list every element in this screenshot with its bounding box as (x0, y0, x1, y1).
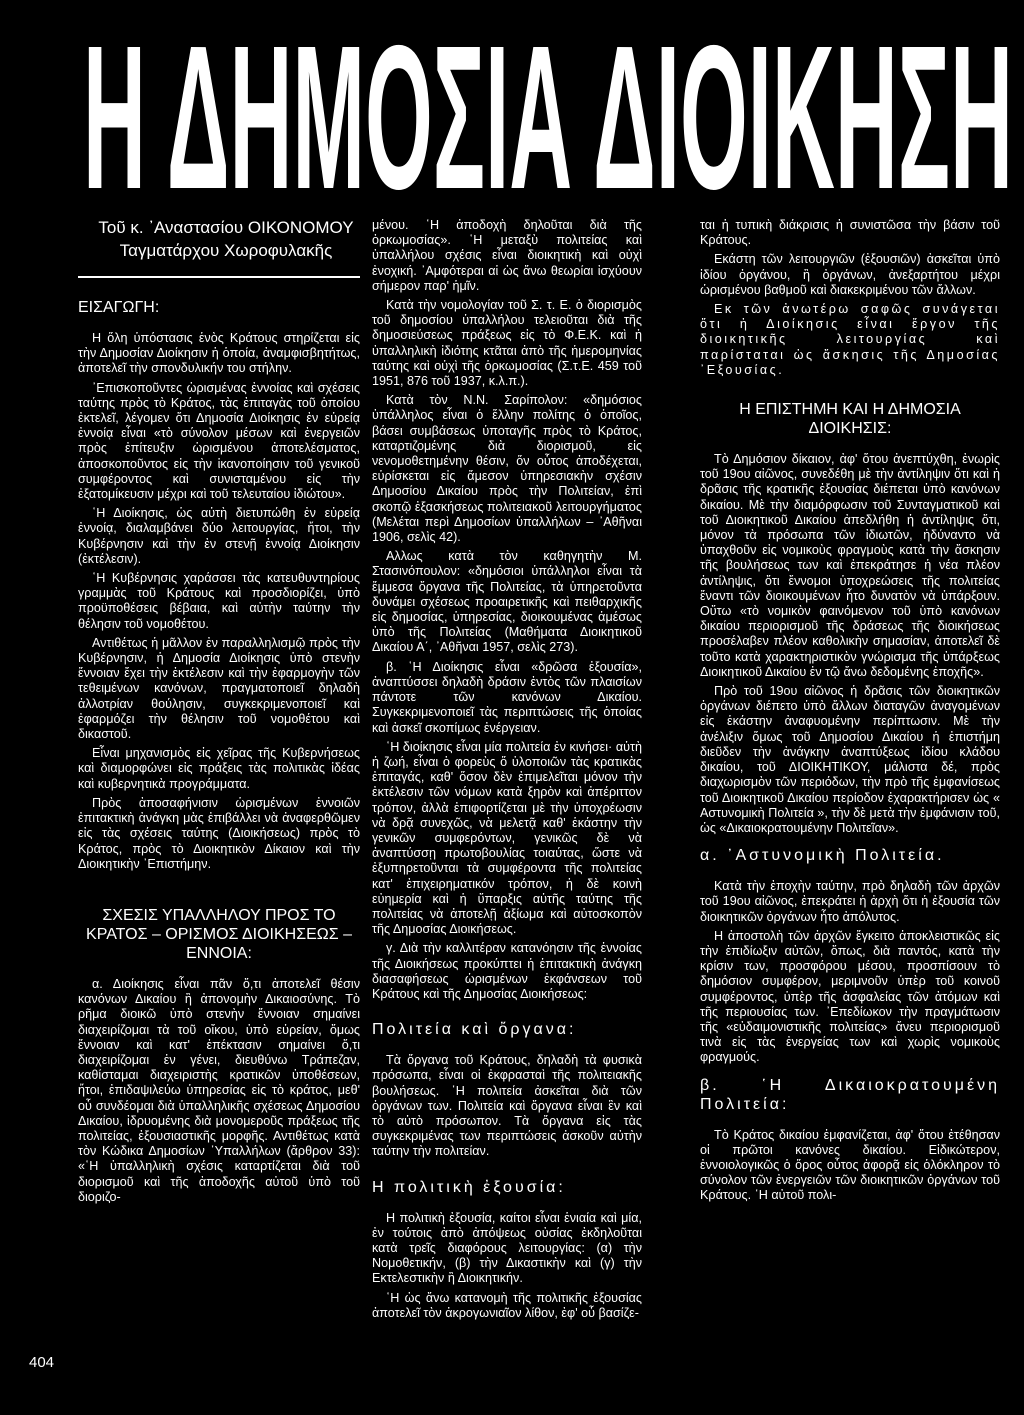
paragraph: Κατὰ τὸν Ν.Ν. Σαρίπολον: «δημόσιος ὑπάλληλος εἶναι ὁ ἕλλην πολίτης ὁ ὁποῖος, βάσει συμβάσεως ὑποταγῆς πρὸς τὸ Κράτος, καταρτιζομένης διὰ διορισμοῦ, εἰς νενομοθετημένην θέσιν, ὅν οὗτος ἀποδέχεται, εὑρίσκεται εἰς ἄμεσον ὑπηρεσιακὴν σχέσιν Δημοσίου Δικαίου πρὸς τὴν Πολιτείαν, ἐπὶ σκοπῷ ἐξασκήσεως πολιτειακοῦ λειτουργήματος (Μελέται περὶ Δημοσίων ὑπαλλήλων – ᾿Αθῆναι 1906, σελὶς 42). (372, 393, 642, 545)
paragraph: β. ῾Η Διοίκησις εἶναι «δρῶσα ἐξουσία», ἀναπτύσσει δηλαδὴ δράσιν ἐντὸς τῶν πλαισίων πάντοτε τῶν κανόνων Δικαίου. Συγκεκριμενοποιεῖ τὰς περιπτώσεις τῆς ὁποίας καὶ ἀσκεῖ σκοπίμως ἐνέργειαν. (372, 659, 642, 735)
paragraph: Πρὸς ἀποσαφήνισιν ὡρισμένων ἐννοιῶν ἐπιτακτικὴ ἀνάγκη μὰς ἐπιβάλλει νὰ ἀναφερθῶμεν εἰς τὰς σχέσεις ταύτης (Διοικήσεως) πρὸς τὸ Κράτος, πρὸς τὸ Διοικητικὸν Δίκαιον καὶ τὴν Διοικητικὴν ᾿Επιστήμην. (78, 795, 360, 871)
paragraph: Κατὰ τὴν νομολογίαν τοῦ Σ. τ. Ε. ὁ διορισμὸς τοῦ δημοσίου ὑπαλλήλου τελειοῦται διὰ τῆς δημοσιεύσεως πράξεως εἰς τὸ Φ.Ε.Κ. καὶ ἡ ὑπαλληλικὴ ἰδιότης κτᾶται ἀπὸ τῆς ἡμερομηνίας ταύτης καὶ οὐχὶ τῆς ὁρκωμοσίας (Σ.τ.Ε. 459 τοῦ 1951, 876 τοῦ 1937, κ.λ.π.). (372, 298, 642, 389)
paragraph: ῾Η Διοίκησις, ὡς αὐτὴ διετυπώθη ἐν εὐρείᾳ ἐννοίᾳ, διαλαμβάνει δύο λειτουργίας, ἤτοι, τὴν Κυβέρνησιν καὶ τὴν ἐν στενῇ ἐννοίᾳ Διοίκησιν (ἐκτέλεσιν). (78, 506, 360, 566)
author-rank: Ταγματάρχου Χωροφυλακῆς (119, 241, 333, 260)
subheading-rule-of-law: β. ῾Η Δικαιοκρατουμένη Πολιτεία: (700, 1076, 1000, 1113)
column-2 (372, 218, 642, 1325)
paragraph: Η ὅλη ὑπόστασις ἑνὸς Κράτους στηρίζεται εἰς τὴν Δημοσίαν Διοίκησιν ἡ ὁποία, ἀναμφισβητήτως, ἀποτελεῖ τὴν σπονδυλικήν του στήλην. (78, 331, 360, 376)
paragraph: Η πολιτικὴ ἐξουσία, καίτοι εἶναι ἑνιαία καὶ μία, ἐν τούτοις ἀπὸ ἀπόψεως οὐσίας ἐκδηλοῦται κατὰ τρεῖς διαφόρους λειτουργίας: (α) τὴν Νομοθετικήν, (β) τὴν Δικαστικὴν καὶ (γ) τὴν Εκτελεστικὴν ἢ Διοικητικήν. (372, 1210, 642, 1286)
column-1 (78, 218, 360, 1209)
subheading-police-state: α. ᾿Αστυνομικὴ Πολιτεία. (700, 847, 945, 865)
paragraph: ῾Η ὡς ἄνω κατανομὴ τῆς πολιτικῆς ἐξουσίας ἀποτελεῖ τὸν ἀκρογωνιαῖον λίθον, ἐφ' οὗ βασίζε- (372, 1290, 642, 1320)
paragraph: ται ἡ τυπικὴ διάκρισις ἡ συνιστῶσα τὴν βάσιν τοῦ Κράτους. (700, 218, 1000, 248)
paragraph: Εκάστη τῶν λειτουργιῶν (ἐξουσιῶν) ἀσκεῖται ὑπὸ ἰδίου ὀργάνου, ἢ ὀργάνων, ἀνεξαρτήτου μέχρι ὡρισμένου βαθμοῦ καὶ διακεκριμένου τῶν ἄλλων. (700, 252, 1000, 297)
paragraph: Αντιθέτως ἡ μᾶλλον ἐν παραλληλισμῷ πρὸς τὴν Κυβέρνησιν, ἡ Δημοσία Διοίκησις ὑπὸ στενὴν ἔννοιαν ἔχει τὴν ἐκτέλεσιν καὶ τὴν ἐφαρμογὴν τῶν τεθειμένων κανόνων, πραγματοποιεῖ δηλαδὴ ἀλλοτρίαν θούλησιν, συγκεκριμενοποιεῖ καὶ ἐφαρμόζει τὴν θέλησιν τοῦ νομοθέτου καὶ δικαστοῦ. (78, 635, 360, 742)
paragraph: Κατὰ τὴν ἐποχὴν ταύτην, πρὸ δηλαδὴ τῶν ἀρχῶν τοῦ 19ου αἰῶνος, ἐπεκράτει ἡ ἀρχὴ ὅτι ἡ ἐξουσία τῶν διοικητικῶν ὀργάνων ἦτο ἀπόλυτος. (700, 879, 1000, 924)
paragraph: Τὸ Δημόσιον δίκαιον, ἀφ' ὅτου ἀνεπτύχθη, ἐνωρὶς τοῦ 19ου αἰῶνος, συνεδέθη μὲ τὴν ἀντίληψιν ὅτι καὶ ἡ δρᾶσις τῆς κρατικῆς ἐξουσίας διέπεται ὑπὸ κανόνων δικαίου. Μὲ τὴν διαμόρφωσιν τοῦ Συνταγματικοῦ καὶ τοῦ Διοικητικοῦ Δικαίου ἀπεδλήθη ἡ ἀντίληψις ὅτι, μόνον τὰ πρόσωπα τῶν ἰδιωτῶν, ἠδύναντο νὰ ὑπαχθοῦν εἰς νομικοὺς φραγμοὺς κατὰ τὴν ἄσκησιν τῆς βουλήσεως των καὶ ἐπεκράτησε ἡ νέα πλέον ἀντίληψις, ὅτι ἔννομοι ὑποχρεώσεις τῆς πολιτείας ἔναντι τῶν διοικουμένων ἦτο δυνατὸν νὰ ὑπάρξουν. Οὕτω «τὸ νομικὸν φαινόμενον τοῦ ὑπὸ κανόνων δικαίου περιορισμοῦ τῆς δράσεως τῆς διοικήσεως προσέλαβεν πλέον καθολικὴν σημασίαν, ἀποτελεῖ δὲ τοῦτο κατὰ χαρακτηριστικὸν γνώρισμα τῆς ὑπάρξεως Διοικητικοῦ Δικαίου ἐν τῷ ἄνω δεδομένης ἐποχῆς». (700, 452, 1000, 679)
main-title-graphic (78, 28, 1018, 198)
paragraph: ῾Η διοίκησις εἶναι μία πολιτεία ἐν κινήσει· αὐτὴ ἡ ζωή, εἶναι ὁ φορεὺς ὅ ὑλοποιῶν τὰς κρατικὰς ἐπιταγάς, καθ' ὅσον δὲν ἐπιμελεῖται μόνον τὴν ἐκτέλεσιν τῶν νόμων κατὰ ξηρὸν καὶ ἀπέριττον τρόπον, ἀλλὰ ἐπιφορτίζεται μὲ τὴν ὑποχρέωσιν νὰ δρᾷ συνεχῶς, νὰ μελετᾷ καθ' ἑκάστην τὴν γενικῶν συμφερόντων, γενικῶς δὲ νὰ ἀναπτύσσῃ πρωτοβουλίας τοιαύτας, ὥστε νὰ ἐξυπηρετοῦνται τὰ συμφέροντα τῆς πολιτείας κατ' ἐπιχειρηματικόν τρόπον, ἡ δὲ κοινὴ εὐημερία καὶ ἡ ὕπαρξις αὐτῆς ταύτης τῆς πολιτείας νὰ ἀποτελῇ ἀξίωμα καὶ αὐτοσκοπὸν τῆς Δημοσίας Διοικήσεως. (372, 739, 642, 937)
paragraph: Τὸ Κράτος δικαίου ἐμφανίζεται, ἀφ' ὅτου ἐτέθησαν οἱ πρῶτοι κανόνες δικαίου. Εἰδικώτερον, ἐννοιολογικῶς ὁ ὅρος οὗτος ἀφορᾷ εἰς ὁλόκληρον τὸ σύνολον τῶν ἐνεργειῶν τῶν διοικητικῶν ὀργάνων τοῦ Κράτους. ῾Η αὐτοῦ πολι- (700, 1127, 1000, 1203)
section-heading-science: Η ΕΠΙΣΤΗΜΗ ΚΑΙ Η ΔΗΜΟΣΙΑ ΔΙΟΙΚΗΣΙΣ: (739, 401, 961, 438)
paragraph: γ. Διὰ τὴν καλλιτέραν κατανόησιν τῆς ἐννοίας τῆς Διοικήσεως προκύπτει ἡ ἐπιτακτικὴ ἀνάγκη διασαφήσεως ὡρισμένων ἐκφάνσεων τοῦ Κράτους καὶ τῆς Δημοσίας Διοικήσεως: (372, 941, 642, 1001)
paragraph: ῾Η Κυβέρνησις χαράσσει τὰς κατευθυντηρίους γραμμὰς τοῦ Κράτους καὶ προσδιορίζει, ὑπὸ προϋποθέσεις βέβαια, καὶ αὐτὴν ταύτην τὴν θέλησιν τοῦ νομοθέτου. (78, 571, 360, 631)
paragraph: Πρὸ τοῦ 19ου αἰῶνος ἡ δρᾶσις τῶν διοικητικῶν ὀργάνων διέπετο ὑπὸ ἄλλων διαταγῶν ἀναγομένων εἰς ἑκάστην ἀναφυομένην περίπτωσιν. Μὲ τὴν ἀνέλιξιν ὅμως τοῦ Δημοσίου Δικαίου ἡ ἐπιστήμη διεῦδεν τὴν ἀνάγκην ἀναπτύξεως ἰδίου κλάδου δικαίου, τοῦ ΔΙΟΙΚΗΤΙΚΟΥ, μάλιστα δέ, πρὸς διαχωρισμὸν τῶν περιόδων, τὴν πρὸ τῆς ἐμφανίσεως τοῦ Διοικητικοῦ Δικαίου περίοδον ἐχαρακτήρισεν ὡς « Αστυνομικὴ Πολιτεία », τὴν δὲ μετὰ τὴν ἐμφάνισιν τοῦ, ὡς «Δικαιοκρατουμένην Πολιτεῖαν». (700, 684, 1000, 835)
paragraph: ᾿Επισκοποῦντες ὡρισμένας ἐννοίας καὶ σχέσεις ταύτης πρὸς τὸ Κράτος, τὰς ἐπιταγὰς τοῦ ὁποίου ἐκτελεῖ, λέγομεν ὅτι Δημοσία Διοίκησις ἐν εὐρείᾳ ἐννοίᾳ εἶναι «τὸ σύνολον μέσων καὶ ἐνεργειῶν πρὸς ἐπίτευξιν ὡρισμένου ἀποτελέσματος, ἀποσκοποῦντος εἰς τὴν ἱκανοποίησιν τοῦ γενικοῦ συμφέροντος καὶ συνισταμένου εἰς τὴν ἐξατομίκευσιν μέχρι καὶ τοῦ τελευταίου ἰδιώτου». (78, 380, 360, 502)
intro-heading: ΕΙΣΑΓΩΓΗ: (78, 299, 160, 316)
subheading-politeia: Πολιτεία καὶ ὄργανα: (372, 1021, 577, 1039)
author-name: Τοῦ κ. ᾿Αναστασίου ΟΙΚΟΝΟΜΟΥ (98, 218, 354, 237)
paragraph: Αλλως κατὰ τὸν καθηγητὴν Μ. Στασινόπουλον: «δημόσιοι ὑπάλληλοι εἶναι τὰ ἔμμεσα ὄργανα τῆς Πολιτείας, τὰ ὑπηρετοῦντα δυνάμει σχέσεως προαιρετικῆς καὶ πειθαρχικῆς εἰς δημοσίας, ὑπηρεσίας, διοικουμένας ἀμέσως ὑπὸ τῆς Πολιτείας (Μαθήματα Διοικητικοῦ Δικαίου Α΄, ᾿Αθῆναι 1957, σελὶς 273). (372, 549, 642, 655)
paragraph: α. Διοίκησις εἶναι πᾶν ὅ,τι ἀποτελεῖ θέσιν κανόνων Δικαίου ἢ ἀπονομὴν Δικαιοσύνης. Τὸ ρῆμα διοικῶ ὑπὸ στενὴν ἔννοιαν σημαίνει διαχειρίζομαι τὰ τοῦ οἴκου, ὑπὸ εὐρείαν, ὅμως ἔννοιαν καὶ κατ' ἐπέκτασιν σημαίνει ὅ,τι διαχειρίζομαι ἐν γένει, διευθύνω Τράπεζαν, καθίσταμαι διαχειριστὴς κρατικῶν ὑποθέσεων, ἤτοι, ἐπιδαψιλεύω ὑπηρεσίας εἰς τὸ κράτος, μεθ' οὗ συνδέομαι διὰ ὑπαλληλικῆς σχέσεως Δημοσίου Δικαίου, ἱδρυομένης διὰ μονομεροῦς πράξεως τῆς πολιτείας, ἐξουσιαστικῆς μορφῆς. Αντιθέτως κατὰ τὸν Κώδικα Δημοσίων ῾Υπαλλήλων (ἄρθρον 33): «῾Η ὑπαλληλικὴ σχέσις καταρτίζεται διὰ τοῦ διορισμοῦ καὶ τῆς ἀποδοχῆς αὐτοῦ ὑπὸ τοῦ διοριζο- (78, 976, 360, 1204)
paragraph: Η ἀποστολὴ τῶν ἀρχῶν ἔγκειτο ἀποκλειστικῶς εἰς τὴν ἐπιδίωξιν αὐτῶν, ὅπως, διὰ παντός, κατὰ τὴν κρίσιν των, προσφόρου μέσου, προσπίσουν τὸ δημόσιον συμφέρον, μεριμνοῦν ὑπὲρ τοῦ κοινοῦ συμφέροντος, ὑπὲρ τῆς ἀσφαλείας τῶν ἀτόμων καὶ τῆς περιουσίας των. ᾿Επεδίωκον τὴν πραγμάτωσιν τῆς «εὐδαιμονιστικῆς πολιτείας» ἄνευ περιορισμοῦ τινὰ εἰς τὰς ἐνεργείας των καὶ χωρὶς νομικοὺς φραγμούς. (700, 928, 1000, 1065)
column-3 (700, 218, 1000, 1208)
main-title-text: Η ΔΗΜΟΣΙΑ ΔΙΟΙΚΗΣΗ (83, 28, 1013, 198)
paragraph: Τὰ ὄργανα τοῦ Κράτους, δηλαδὴ τὰ φυσικὰ πρόσωπα, εἶναι οἱ ἐκφρασταὶ τῆς πολιτειακῆς βουλήσεως. ῾Η πολιτεία ἀσκεῖται διὰ τῶν ὀργάνων των. Πολιτεία καὶ ὄργανα εἶναι ἓν καὶ τὸ αὐτὸ πρόσωπον. Τὰ ὄργανα εἰς τὰς συγκεκριμένας των περιπτώσεις ἀσκοῦν αὐτὴν ταύτην τὴν πολιτείαν. (372, 1053, 642, 1159)
section-heading: ΣΧΕΣΙΣ ΥΠΑΛΛΗΛΟΥ ΠΡΟΣ ΤΟ ΚΡΑΤΟΣ – ΟΡΙΣΜΟΣ ΔΙΟΙΚΗΣΕΩΣ – ΕΝΝΟΙΑ: (86, 906, 352, 962)
page-number: 404 (29, 1354, 55, 1371)
paragraph: Εκ τῶν ἀνωτέρω σαφῶς συνάγεται ὅτι ἡ Διοίκησις εἶναι ἔργον τῆς διοικητικῆς λειτουργίας καὶ παρίσταται ὡς ἄσκησις τῆς Δημοσίας ᾿Εξουσίας. (700, 302, 1000, 377)
subheading-political-power: Η πολιτικὴ ἐξουσία: (372, 1178, 566, 1196)
paragraph: Εἶναι μηχανισμὸς εἰς χεῖρας τῆς Κυβερνήσεως καὶ διαμορφώνει εἰς πράξεις τὰς πολιτικὰς ἰδέας καὶ κυβερνητικὰ προγράμματα. (78, 746, 360, 791)
main-title (78, 28, 1018, 198)
author-divider (78, 276, 360, 278)
paragraph: μένου. ῾Η ἀποδοχὴ δηλοῦται διὰ τῆς ὁρκωμοσίας». ῾Η μεταξὺ πολιτείας καὶ ὑπαλλήλου σχέσις εἶναι διοικητικὴ καὶ οὐχὶ ἐνοχική. ᾿Αμφότεραι αἱ ὡς ἄνω θεωρίαι ἰσχύουν σήμερον παρ' ἡμῖν. (372, 218, 642, 293)
